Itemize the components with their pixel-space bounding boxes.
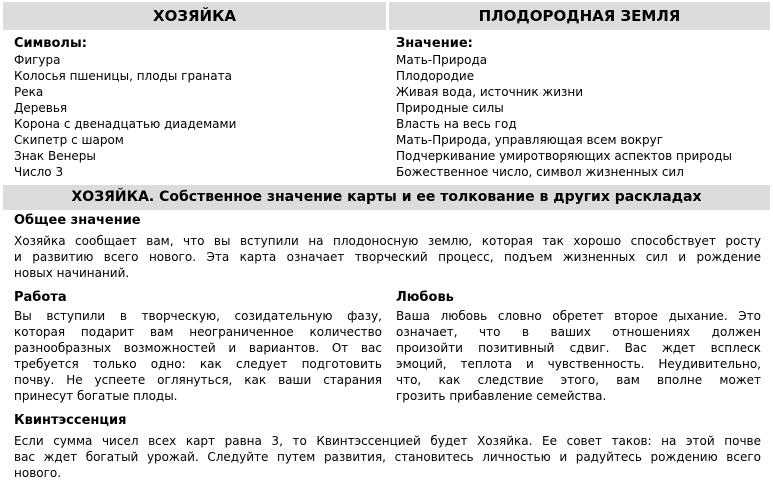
- symbol-item: Знак Венеры: [14, 149, 96, 163]
- symbol-item: Число 3: [14, 165, 64, 179]
- work-text: [14, 308, 382, 404]
- section-bar-title: ХОЗЯЙКА. Собственное значение карты и ее толкование в других раскладах: [71, 189, 702, 205]
- symbol-item: Скипетр с шаром: [14, 133, 124, 147]
- text-line: что, как следствие этого, вам вполне может: [396, 373, 761, 387]
- text-line: новых начинаний.: [14, 266, 130, 280]
- card-subtitle-bar: [389, 2, 770, 30]
- meaning-item: Живая вода, источник жизни: [396, 85, 584, 99]
- love-text: [396, 308, 761, 404]
- meanings-column: [396, 36, 766, 180]
- symbol-item: Река: [14, 85, 44, 99]
- meaning-item: Природные силы: [396, 101, 504, 115]
- love-heading: Любовь: [396, 290, 454, 305]
- symbol-item: Колосья пшеницы, плоды граната: [14, 69, 232, 83]
- symbol-item: Деревья: [14, 101, 68, 115]
- quintessence-text: [14, 433, 761, 481]
- meanings-heading: Значение:: [396, 36, 473, 51]
- card-subtitle: ПЛОДОРОДНАЯ ЗЕМЛЯ: [478, 7, 681, 25]
- quintessence-heading: Квинтэссенция: [14, 413, 127, 428]
- general-meaning-text: [14, 233, 761, 281]
- meaning-item: Подчеркивание умиротворяющих аспектов природы: [396, 149, 732, 163]
- text-line: почву. Не успеете оглянуться, как ваши старания: [14, 373, 382, 387]
- meaning-item: Плодородие: [396, 69, 475, 83]
- symbols-heading: Символы:: [14, 36, 87, 51]
- text-line: нового.: [14, 466, 62, 480]
- text-line: вас ждет богатый урожай. Следуйте путем развития, становитесь личностью и радуйтесь рождению всего: [14, 450, 761, 464]
- meaning-item: Мать-Природа, управляющая всем вокруг: [396, 133, 664, 147]
- text-line: принесут богатые плоды.: [14, 389, 178, 403]
- text-line: означает, что в ваших отношениях должен: [396, 325, 761, 339]
- text-line: Ваша любовь словно обретет второе дыхание. Это: [396, 309, 761, 323]
- text-line: Хозяйка сообщает вам, что вы вступили на плодоносную землю, которая так хорошо способствует росту: [14, 234, 761, 248]
- card-title-bar: [3, 2, 386, 30]
- text-line: грозить прибавление семейства.: [396, 389, 607, 403]
- text-line: Вы вступили в творческую, созидательную фазу,: [14, 309, 382, 323]
- work-heading: Работа: [14, 290, 67, 305]
- text-line: Если сумма чисел всех карт равна 3, то Квинтэссенцией будет Хозяйка. Ее совет таков: на этой почве: [14, 434, 761, 448]
- symbol-item: Корона с двенадцатью диадемами: [14, 117, 237, 131]
- card-title: ХОЗЯЙКА: [153, 7, 236, 25]
- meaning-item: Мать-Природа: [396, 53, 488, 67]
- text-line: эмоций, теплота и чувственность. Неудивительно,: [396, 357, 761, 371]
- text-line: произойти позитивный сдвиг. Вас ждет всплеск: [396, 341, 761, 355]
- text-line: которая подарит вам неограниченное количество: [14, 325, 382, 339]
- text-line: требуется только одно: как следует подготовить: [14, 357, 382, 371]
- meaning-item: Божественное число, символ жизненных сил: [396, 165, 684, 179]
- general-meaning-heading: Общее значение: [14, 213, 141, 228]
- text-line: и развитию всего нового. Эта карта означает творческий процесс, подъем жизненных сил и рождение: [14, 250, 761, 264]
- text-line: разнообразных возможностей и вариантов. От вас: [14, 341, 382, 355]
- symbol-item: Фигура: [14, 53, 61, 67]
- section-bar: [3, 185, 770, 210]
- meaning-item: Власть на весь год: [396, 117, 517, 131]
- symbols-column: [14, 36, 384, 180]
